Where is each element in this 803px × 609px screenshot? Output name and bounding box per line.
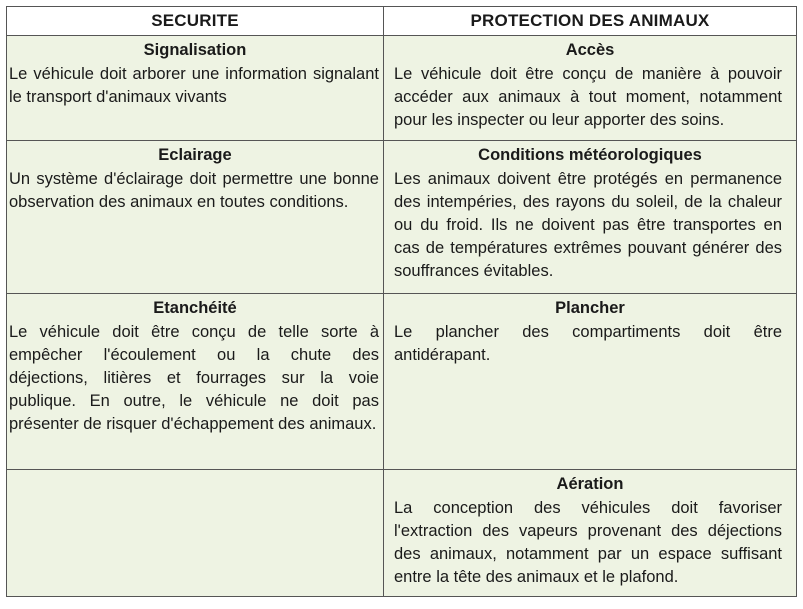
- cell-title: Conditions météorologiques: [478, 146, 702, 164]
- header-row: [7, 7, 797, 36]
- cell-conditions-meteorologiques: [384, 141, 797, 294]
- cell-title: Eclairage: [158, 146, 232, 164]
- cell-aeration: [384, 470, 797, 597]
- cell-title: Signalisation: [143, 41, 247, 59]
- cell-text: La conception des véhicules doit favoriser l'extraction des vapeurs provenant des déjections des animaux, notamment par un espace suffisant entre la tête des animaux et le plafond.: [394, 499, 782, 586]
- requirements-table: [6, 6, 797, 597]
- cell-text: Le véhicule doit être conçu de manière à pouvoir accéder aux animaux à tout moment, notamment pour les inspecter ou leur apporter des soins.: [394, 65, 782, 129]
- cell-text: Le véhicule doit être conçu de telle sorte à empêcher l'écoulement ou la chute des déjections, litières et fourrages sur la voie publique. En outre, le véhicule ne doit pas présenter de risquer d'échappement des animaux.: [9, 323, 379, 433]
- cell-title: Accès: [565, 41, 615, 59]
- table-row: [7, 141, 797, 294]
- cell-empty: [7, 470, 384, 597]
- cell-title: Etanchéité: [153, 299, 237, 317]
- cell-title: [7, 470, 383, 473]
- cell-title: Aération: [556, 475, 624, 493]
- cell-text: Un système d'éclairage doit permettre une bonne observation des animaux en toutes conditions.: [9, 170, 379, 211]
- cell-plancher: [384, 294, 797, 470]
- cell-etancheite: [7, 294, 384, 470]
- cell-signalisation: [7, 36, 384, 141]
- header-securite: SECURITE: [7, 7, 384, 36]
- cell-title: Plancher: [555, 299, 625, 317]
- table-row: [7, 470, 797, 597]
- table-row: [7, 294, 797, 470]
- cell-acces: [384, 36, 797, 141]
- cell-eclairage: [7, 141, 384, 294]
- header-protection-animaux: PROTECTION DES ANIMAUX: [384, 7, 797, 36]
- table-row: [7, 36, 797, 141]
- cell-text: Le véhicule doit arborer une information signalant le transport d'animaux vivants: [9, 65, 379, 106]
- cell-text: Les animaux doivent être protégés en permanence des intempéries, des rayons du soleil, de la chaleur ou du froid. Ils ne doivent pas être transportes en cas de températures extrêmes pouvant générer des souffrances évitables.: [394, 170, 782, 280]
- cell-text: Le plancher des compartiments doit être antidérapant.: [394, 323, 782, 364]
